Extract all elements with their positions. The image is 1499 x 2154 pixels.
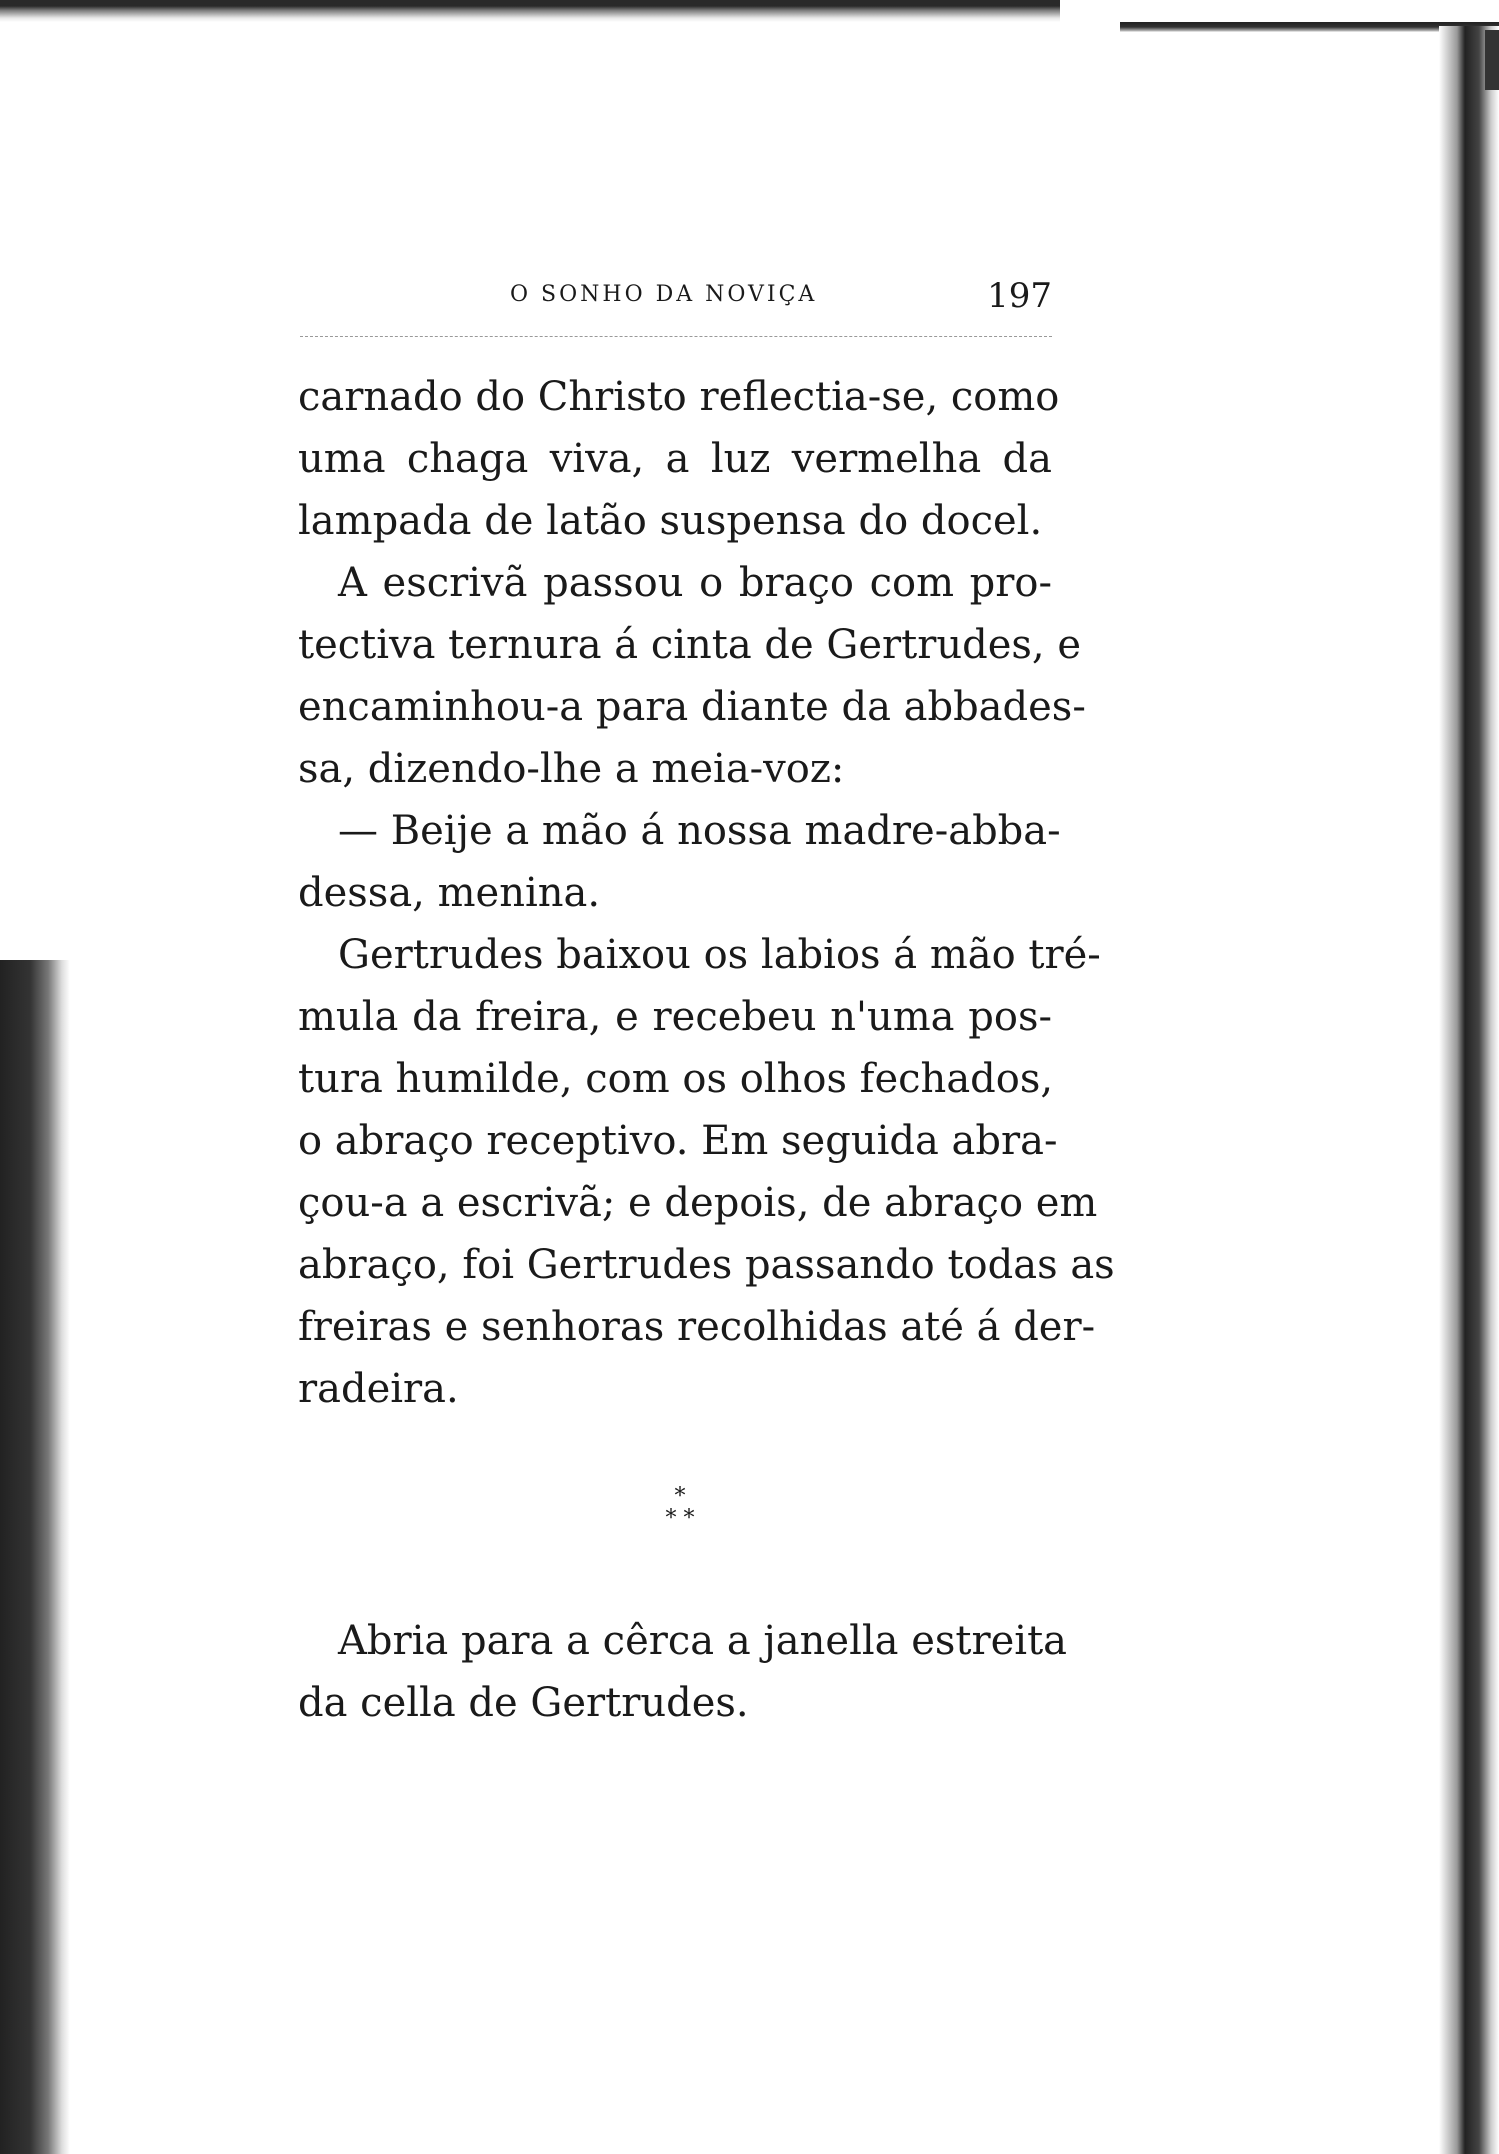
- text-line: carnado do Christo reflectia-se, como: [298, 374, 1060, 420]
- body-text: [298, 366, 1115, 1420]
- text-line: sa, dizendo-lhe a meia-voz:: [298, 746, 845, 792]
- text-line: dessa, menina.: [298, 870, 601, 916]
- scan-edge-top: [0, 0, 1060, 22]
- scan-edge-left: [0, 960, 70, 2154]
- text-line: çou-a a escrivã; e depois, de abraço em: [298, 1180, 1098, 1226]
- text-line: — Beije a mão á nossa madre-abba-: [338, 808, 1061, 854]
- text-line: da cella de Gertrudes.: [298, 1680, 749, 1726]
- text-line: mula da freira, e recebeu n'uma pos-: [298, 994, 1052, 1040]
- text-line: A escrivã passou o braço com pro-: [338, 560, 1052, 606]
- page-number: 197: [987, 276, 1052, 316]
- text-line: radeira.: [298, 1366, 459, 1412]
- header-rule: [300, 336, 1052, 337]
- asterism-top: *: [674, 1484, 686, 1509]
- text-line: uma chaga viva, a luz vermelha da: [298, 436, 1052, 482]
- text-line: Gertrudes baixou os labios á mão tré-: [338, 932, 1101, 978]
- text-line: Abria para a cêrca a janella estreita: [338, 1618, 1068, 1664]
- text-line: tura humilde, com os olhos fechados,: [298, 1056, 1054, 1102]
- text-line: lampada de latão suspensa do docel.: [298, 498, 1043, 544]
- text-line: o abraço receptivo. Em seguida abra-: [298, 1118, 1058, 1164]
- asterism-bottom: * *: [665, 1506, 695, 1531]
- text-line: encaminhou-a para diante da abbades-: [298, 684, 1086, 730]
- closing-text: [298, 1610, 1068, 1734]
- text-line: tectiva ternura á cinta de Gertrudes, e: [298, 622, 1082, 668]
- scan-edge-right-tab: [1485, 30, 1499, 90]
- text-line: freiras e senhoras recolhidas até á der-: [298, 1304, 1096, 1350]
- text-line: abraço, foi Gertrudes passando todas as: [298, 1242, 1115, 1288]
- page-header: [300, 276, 1052, 320]
- running-title: O SONHO DA NOVIÇA: [510, 282, 818, 307]
- section-asterism: [600, 1486, 760, 1530]
- scan-edge-right: [1439, 26, 1499, 2154]
